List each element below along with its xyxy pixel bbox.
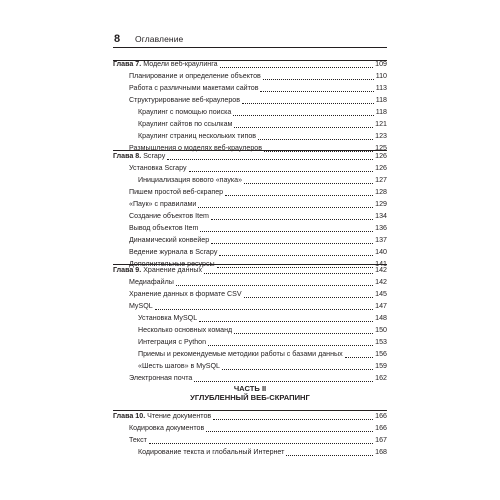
chapter-10-heading[interactable] bbox=[113, 410, 387, 422]
chapter-8-title: Scrapy bbox=[143, 152, 166, 160]
chapter-9-block bbox=[113, 264, 387, 384]
toc-entry[interactable] bbox=[113, 288, 387, 300]
toc-entry-page: 110 bbox=[375, 72, 387, 80]
toc-entry[interactable] bbox=[113, 174, 387, 186]
toc-entry-text: Краулинг сайтов по ссылкам bbox=[138, 120, 233, 128]
header-rule bbox=[113, 47, 387, 48]
toc-entry-page: 150 bbox=[375, 326, 387, 334]
dot-leader bbox=[233, 115, 373, 116]
toc-entry-page: 145 bbox=[375, 290, 387, 298]
dot-leader bbox=[167, 159, 373, 160]
chapter-7-block bbox=[113, 58, 387, 154]
toc-entry-page: 142 bbox=[375, 278, 387, 286]
toc-entry-page: 159 bbox=[375, 362, 387, 370]
dot-leader bbox=[263, 79, 374, 80]
running-head: Оглавление bbox=[135, 34, 184, 44]
toc-entry-text: Работа с различными макетами сайтов bbox=[129, 84, 259, 92]
chapter-7-label: Глава 7. bbox=[113, 60, 142, 68]
toc-entry[interactable] bbox=[113, 312, 387, 324]
toc-entry[interactable] bbox=[113, 210, 387, 222]
toc-entry[interactable] bbox=[113, 118, 387, 130]
toc-entry-page: 128 bbox=[375, 188, 387, 196]
toc-entry-text: Интеграция с Python bbox=[138, 338, 207, 346]
toc-entry-text: Кодирование текста и глобальный Интернет bbox=[138, 448, 285, 456]
toc-entry[interactable] bbox=[113, 234, 387, 246]
dot-leader bbox=[149, 443, 373, 444]
chapter-9-label: Глава 9. bbox=[113, 266, 142, 274]
chapter-10-block bbox=[113, 410, 387, 458]
toc-entry-text: Ведение журнала в Scrapy bbox=[129, 248, 218, 256]
part-title: УГЛУБЛЕННЫЙ ВЕБ-СКРАПИНГ bbox=[190, 393, 310, 402]
chapter-8-title-text bbox=[113, 150, 165, 162]
toc-entry[interactable] bbox=[113, 70, 387, 82]
page-number: 8 bbox=[114, 33, 121, 45]
dot-leader bbox=[155, 309, 374, 310]
dot-leader bbox=[211, 219, 373, 220]
toc-entry[interactable] bbox=[113, 348, 387, 360]
dot-leader bbox=[244, 297, 374, 298]
toc-entry-page: 153 bbox=[375, 338, 387, 346]
toc-entry[interactable] bbox=[113, 246, 387, 258]
toc-entry[interactable] bbox=[113, 422, 387, 434]
toc-entry-text: Хранение данных в формате CSV bbox=[129, 290, 242, 298]
toc-entry-text: «Шесть шагов» в MySQL bbox=[138, 362, 220, 370]
toc-entry[interactable] bbox=[113, 324, 387, 336]
toc-entry-text: Краулинг с помощью поиска bbox=[138, 108, 232, 116]
toc-entry-text: Структурирование веб-краулеров bbox=[129, 96, 241, 104]
toc-entry-text: Кодировка документов bbox=[129, 424, 205, 432]
chapter-8-heading[interactable] bbox=[113, 150, 387, 162]
chapter-7-title-text bbox=[113, 58, 218, 70]
chapter-9-title-text bbox=[113, 264, 202, 276]
dot-leader bbox=[198, 207, 373, 208]
toc-entry[interactable] bbox=[113, 446, 387, 458]
toc-entry[interactable] bbox=[113, 198, 387, 210]
toc-entry[interactable] bbox=[113, 186, 387, 198]
chapter-9-page: 142 bbox=[375, 266, 387, 274]
toc-entry-page: 125 bbox=[375, 144, 387, 152]
chapter-10-label: Глава 10. bbox=[113, 412, 146, 420]
toc-entry-page: 162 bbox=[375, 374, 387, 382]
chapter-7-title: Модели веб-краулинга bbox=[143, 60, 218, 68]
dot-leader bbox=[199, 321, 373, 322]
toc-entry-text: Размышления о моделях веб-краулеров bbox=[129, 144, 263, 152]
chapter-7-heading[interactable] bbox=[113, 58, 387, 70]
chapter-7-page: 109 bbox=[375, 60, 387, 68]
toc-entry-text: Дополнительные ресурсы bbox=[129, 260, 215, 268]
dot-leader bbox=[189, 171, 374, 172]
toc-entry-page: 113 bbox=[375, 84, 387, 92]
dot-leader bbox=[244, 183, 373, 184]
dot-leader bbox=[258, 139, 373, 140]
toc-entry[interactable] bbox=[113, 82, 387, 94]
toc-entry-page: 134 bbox=[375, 212, 387, 220]
toc-entry[interactable] bbox=[113, 94, 387, 106]
dot-leader bbox=[234, 333, 373, 334]
dot-leader bbox=[260, 91, 373, 92]
dot-leader bbox=[204, 273, 373, 274]
toc-entry-text: Текст bbox=[129, 436, 147, 444]
toc-entry-page: 167 bbox=[375, 436, 387, 444]
toc-entry-text: Планирование и определение объектов bbox=[129, 72, 261, 80]
toc-entry-text: Динамический конвейер bbox=[129, 236, 210, 244]
part-label: ЧАСТЬ II bbox=[233, 384, 267, 393]
chapter-8-page: 126 bbox=[375, 152, 387, 160]
toc-entry-page: 127 bbox=[375, 176, 387, 184]
dot-leader bbox=[286, 455, 373, 456]
toc-entry-page: 126 bbox=[375, 164, 387, 172]
toc-entry[interactable] bbox=[113, 360, 387, 372]
toc-entry-text: Электронная почта bbox=[129, 374, 193, 382]
toc-entry-page: 118 bbox=[375, 108, 387, 116]
toc-entry[interactable] bbox=[113, 336, 387, 348]
dot-leader bbox=[234, 127, 373, 128]
toc-entry[interactable] bbox=[113, 372, 387, 384]
dot-leader bbox=[222, 369, 373, 370]
toc-entry-page: 118 bbox=[375, 96, 387, 104]
toc-entry-text: Несколько основных команд bbox=[138, 326, 233, 334]
toc-entry-page: 129 bbox=[375, 200, 387, 208]
dot-leader bbox=[213, 419, 373, 420]
toc-entry-text: Установка Scrapy bbox=[129, 164, 187, 172]
toc-entry-text: Медиафайлы bbox=[129, 278, 174, 286]
chapter-10-title-text bbox=[113, 410, 211, 422]
dot-leader bbox=[345, 357, 374, 358]
toc-entry-text: Установка MySQL bbox=[138, 314, 198, 322]
toc-entry[interactable] bbox=[113, 276, 387, 288]
toc-entry[interactable] bbox=[113, 222, 387, 234]
toc-entry-text: Приемы и рекомендуемые методики работы с базами данных bbox=[138, 350, 343, 358]
toc-entry-page: 140 bbox=[375, 248, 387, 256]
toc-entry-page: 147 bbox=[375, 302, 387, 310]
chapter-10-page: 166 bbox=[375, 412, 387, 420]
chapter-10-title: Чтение документов bbox=[147, 412, 212, 420]
toc-entry-page: 123 bbox=[375, 132, 387, 140]
dot-leader bbox=[176, 285, 373, 286]
page-header bbox=[0, 0, 500, 52]
dot-leader bbox=[220, 67, 374, 68]
toc-entry-page: 141 bbox=[375, 260, 387, 268]
dot-leader bbox=[200, 231, 373, 232]
dot-leader bbox=[242, 103, 374, 104]
toc-entry-text: Инициализация вового «паука» bbox=[138, 176, 243, 184]
toc-entry[interactable] bbox=[113, 434, 387, 446]
toc-entry[interactable] bbox=[113, 130, 387, 142]
toc-entry[interactable] bbox=[113, 300, 387, 312]
toc-entry[interactable] bbox=[113, 162, 387, 174]
dot-leader bbox=[219, 255, 373, 256]
toc-entry-text: Краулинг страниц нескольких типов bbox=[138, 132, 257, 140]
dot-leader bbox=[208, 345, 373, 346]
toc-entry-text: MySQL bbox=[129, 302, 153, 310]
chapter-9-title: Хранение данных bbox=[143, 266, 203, 274]
toc-entry-text: Вывод объектов Item bbox=[129, 224, 199, 232]
toc-entry-page: 156 bbox=[375, 350, 387, 358]
toc-entry-page: 148 bbox=[375, 314, 387, 322]
dot-leader bbox=[225, 195, 373, 196]
toc-entry-text: «Паук» с правилами bbox=[129, 200, 197, 208]
toc-entry[interactable] bbox=[113, 106, 387, 118]
dot-leader bbox=[194, 381, 373, 382]
dot-leader bbox=[211, 243, 373, 244]
chapter-9-heading[interactable] bbox=[113, 264, 387, 276]
toc-entry-text: Создание объектов Item bbox=[129, 212, 209, 220]
chapter-8-label: Глава 8. bbox=[113, 152, 142, 160]
toc-entry-page: 137 bbox=[375, 236, 387, 244]
dot-leader bbox=[206, 431, 373, 432]
toc-entry-page: 121 bbox=[375, 120, 387, 128]
chapter-8-block bbox=[113, 150, 387, 270]
toc-entry-text: Пишем простой веб-скрапер bbox=[129, 188, 224, 196]
toc-entry-page: 136 bbox=[375, 224, 387, 232]
toc-entry-page: 168 bbox=[375, 448, 387, 456]
toc-entry-page: 166 bbox=[375, 424, 387, 432]
